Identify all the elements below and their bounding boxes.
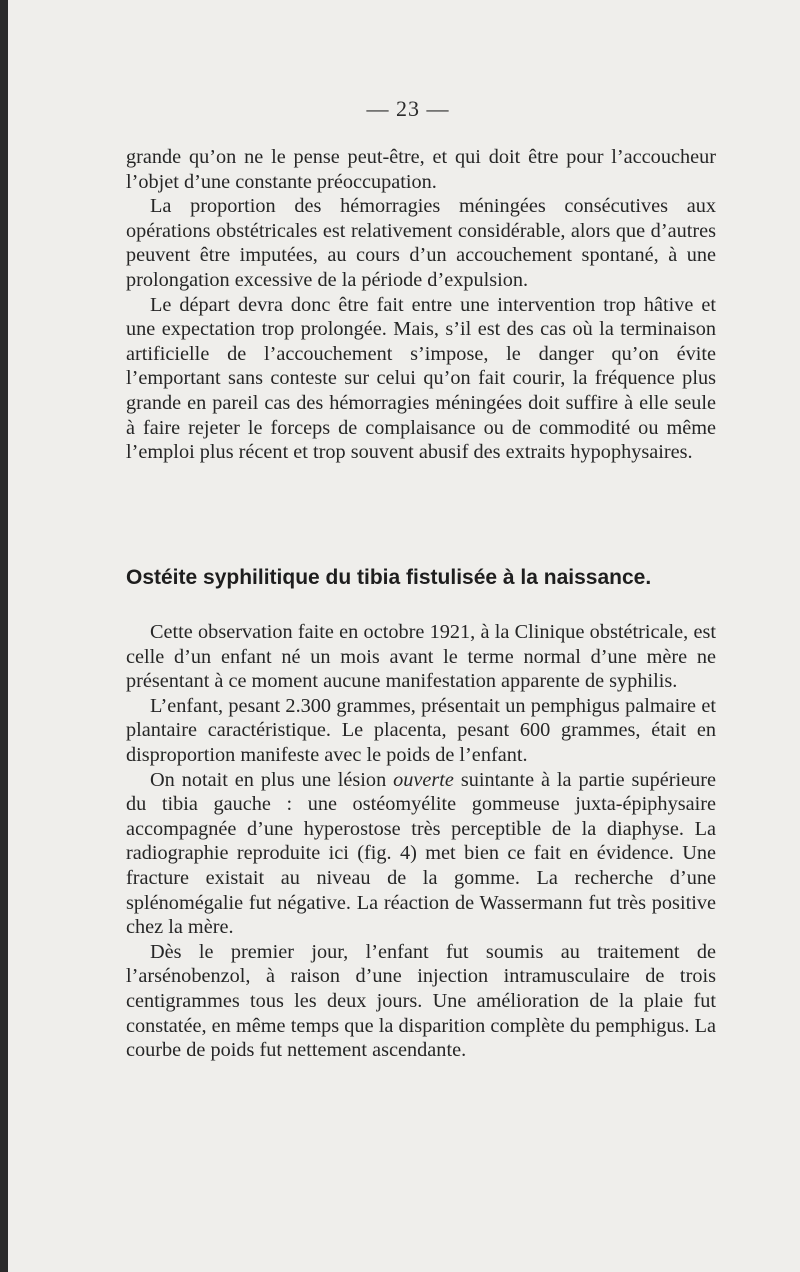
page-number: — 23 — <box>366 96 450 121</box>
paragraph: Le départ devra donc être fait entre une intervention trop hâtive et une expectation trop prolongée. Mais, s’il est des cas où la terminaison artificielle de l’accouchement s’impose, le danger qu’on évite l’emportant sans conteste sur celui qu’on fait courir, la fréquence plus grande en pareil cas des hémorragies méningées doit suffire à elle seule à faire rejeter le forceps de complaisance ou de commodité ou même l’emploi plus récent et trop souvent abusif des extraits hypophysaires. <box>126 293 716 464</box>
top-text-block <box>126 145 716 465</box>
emphasized-word: ouverte <box>393 768 454 791</box>
paragraph-continuation: grande qu’on ne le pense peut-être, et qui doit être pour l’accoucheur l’objet d’une constante préoccupation. <box>126 146 716 193</box>
text-run: suintante à la partie supérieure du tibia gauche : une ostéomyélite gommeuse juxta-épiphysaire accompagnée d’une hyperostose très perceptible de la diaphyse. La radiographie reproduite ici (fig. 4) met bien ce fait en évidence. Une fracture existait au niveau de la gomme. La recherche d’une splénomégalie fut négative. La réaction de Wassermann fut très positive chez la mère. <box>126 768 716 939</box>
text-run: On notait en plus une lésion <box>150 768 394 791</box>
paragraph-with-emphasis <box>126 768 716 940</box>
section-text-block <box>126 620 716 1063</box>
paragraph: Dès le premier jour, l’enfant fut soumis au traitement de l’arsénobenzol, à raison d’une injection intramusculaire de trois centigrammes tous les deux jours. Une amélioration de la plaie fut constatée, en même temps que la disparition complète du pemphigus. La courbe de poids fut nettement ascendante. <box>126 940 716 1062</box>
paragraph: L’enfant, pesant 2.300 grammes, présentait un pemphigus palmaire et plantaire caractéristique. Le placenta, pesant 600 grammes, était en disproportion manifeste avec le poids de l’enfant. <box>126 694 716 766</box>
paragraph: La proportion des hémorragies méningées consécutives aux opérations obstétricales est relativement considérable, alors que d’autres peuvent être imputées, au cours d’un accouchement spontané, à une prolongation excessive de la période d’expulsion. <box>126 195 716 291</box>
section-heading: Ostéite syphilitique du tibia fistulisée à la naissance. <box>126 566 652 589</box>
paragraph: Cette observation faite en octobre 1921, à la Clinique obstétricale, est celle d’un enfant né un mois avant le terme normal d’une mère ne présentant à ce moment aucune manifestation apparente de syphilis. <box>126 621 716 693</box>
